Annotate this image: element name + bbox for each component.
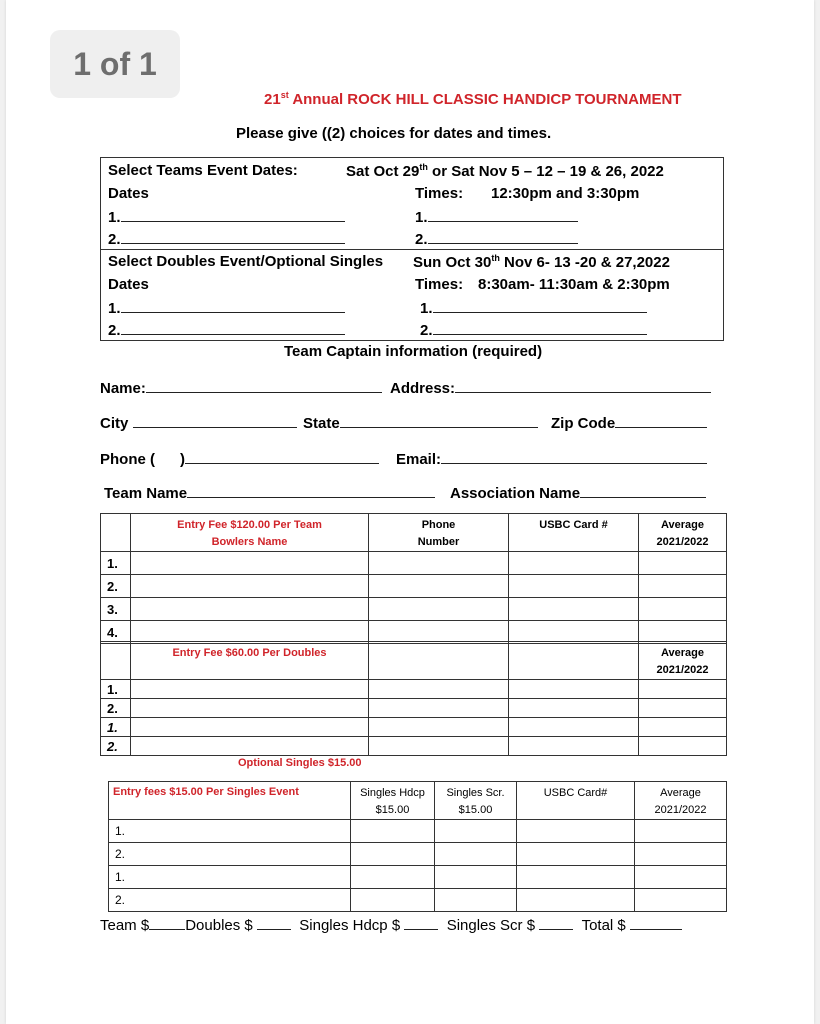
singles-entry-table: [108, 781, 727, 912]
doubles-times-label: Times:: [415, 276, 464, 293]
table-row[interactable]: 2.: [101, 699, 727, 718]
captain-heading: Team Captain information (required): [284, 343, 543, 360]
document-page: [6, 0, 814, 1024]
teams-dates-label: Dates: [108, 185, 149, 202]
table-row[interactable]: 4.: [101, 621, 727, 644]
singles-hdcp-header: Singles Hdcp $15.00: [351, 782, 435, 820]
table-row[interactable]: 1.: [109, 820, 727, 843]
table-row[interactable]: 1.: [101, 552, 727, 575]
captain-phone-field[interactable]: Phone ( ): [100, 449, 379, 468]
teams-event-label: Select Teams Event Dates:: [108, 162, 298, 179]
table-row[interactable]: 2.: [101, 737, 727, 756]
table-row[interactable]: 2.: [109, 843, 727, 866]
team-phone-header: Phone Number: [369, 514, 509, 552]
teams-time-choice-1[interactable]: 1.: [415, 207, 578, 226]
singles-scr-header: Singles Scr. $15.00: [435, 782, 517, 820]
doubles-dates-label: Dates: [108, 276, 149, 293]
table-row[interactable]: 1.: [101, 718, 727, 737]
teams-time-choice-2[interactable]: 2.: [415, 229, 578, 248]
captain-zip-field[interactable]: Zip Code: [551, 413, 707, 432]
singles-usbc-header: USBC Card#: [517, 782, 635, 820]
team-average-header: Average 2021/2022: [639, 514, 727, 552]
captain-address-field[interactable]: Address:: [390, 378, 711, 397]
optional-singles-heading: Optional Singles $15.00: [238, 757, 362, 769]
captain-state-field[interactable]: State: [303, 413, 538, 432]
association-name-field[interactable]: Association Name: [450, 483, 706, 502]
doubles-entry-table: [100, 641, 727, 756]
captain-city-field[interactable]: City: [100, 413, 297, 432]
grand-total-field[interactable]: Total $: [582, 917, 682, 934]
doubles-total-field[interactable]: Doubles $: [185, 917, 291, 934]
team-total-field[interactable]: Team $: [100, 917, 185, 934]
table-row[interactable]: 2.: [109, 889, 727, 912]
teams-times-label: Times:: [415, 185, 464, 202]
table-row[interactable]: 1.: [101, 680, 727, 699]
singles-scr-total-field[interactable]: Singles Scr $: [447, 917, 574, 934]
doubles-table-header: [101, 642, 727, 680]
team-table-header: [101, 514, 727, 552]
captain-name-field[interactable]: Name:: [100, 378, 382, 397]
form-title: 21st Annual ROCK HILL CLASSIC HANDICP TOURNAMENT: [264, 90, 682, 108]
doubles-event-label: Select Doubles Event/Optional Singles: [108, 253, 384, 270]
doubles-date-choice-1[interactable]: 1.: [108, 298, 345, 317]
doubles-date-choice-2[interactable]: 2.: [108, 320, 345, 339]
teams-date-choice-2[interactable]: 2.: [108, 229, 345, 248]
teams-date-choice-1[interactable]: 1.: [108, 207, 345, 226]
singles-table-header: [109, 782, 727, 820]
doubles-average-header: Average 2021/2022: [639, 642, 727, 680]
singles-average-header: Average 2021/2022: [635, 782, 727, 820]
doubles-fee-header: Entry Fee $60.00 Per Doubles: [131, 642, 369, 680]
table-row[interactable]: 1.: [109, 866, 727, 889]
singles-hdcp-total-field[interactable]: Singles Hdcp $: [299, 917, 438, 934]
doubles-time-choice-1[interactable]: 1.: [420, 298, 647, 317]
doubles-time-choice-2[interactable]: 2.: [420, 320, 647, 339]
team-fee-header: Entry Fee $120.00 Per Team Bowlers Name: [131, 514, 369, 552]
page-indicator: 1 of 1: [50, 30, 180, 98]
team-name-field[interactable]: Team Name: [104, 483, 435, 502]
totals-line: [100, 915, 682, 934]
team-usbc-header: USBC Card #: [509, 514, 639, 552]
captain-email-field[interactable]: Email:: [396, 449, 707, 468]
singles-fee-header: Entry fees $15.00 Per Singles Event: [109, 782, 351, 820]
form-subtitle: Please give ((2) choices for dates and times.: [236, 125, 552, 142]
doubles-event-dates: Sun Oct 30th Nov 6- 13 -20 & 27,2022: [413, 253, 670, 271]
table-row[interactable]: 3.: [101, 598, 727, 621]
table-row[interactable]: 2.: [101, 575, 727, 598]
dates-divider: [100, 249, 724, 250]
teams-times-value: 12:30pm and 3:30pm: [491, 185, 640, 202]
teams-event-dates: Sat Oct 29th or Sat Nov 5 – 12 – 19 & 26, 2022: [346, 162, 664, 180]
team-entry-table: [100, 513, 727, 644]
doubles-times-value: 8:30am- 11:30am & 2:30pm: [478, 276, 670, 293]
